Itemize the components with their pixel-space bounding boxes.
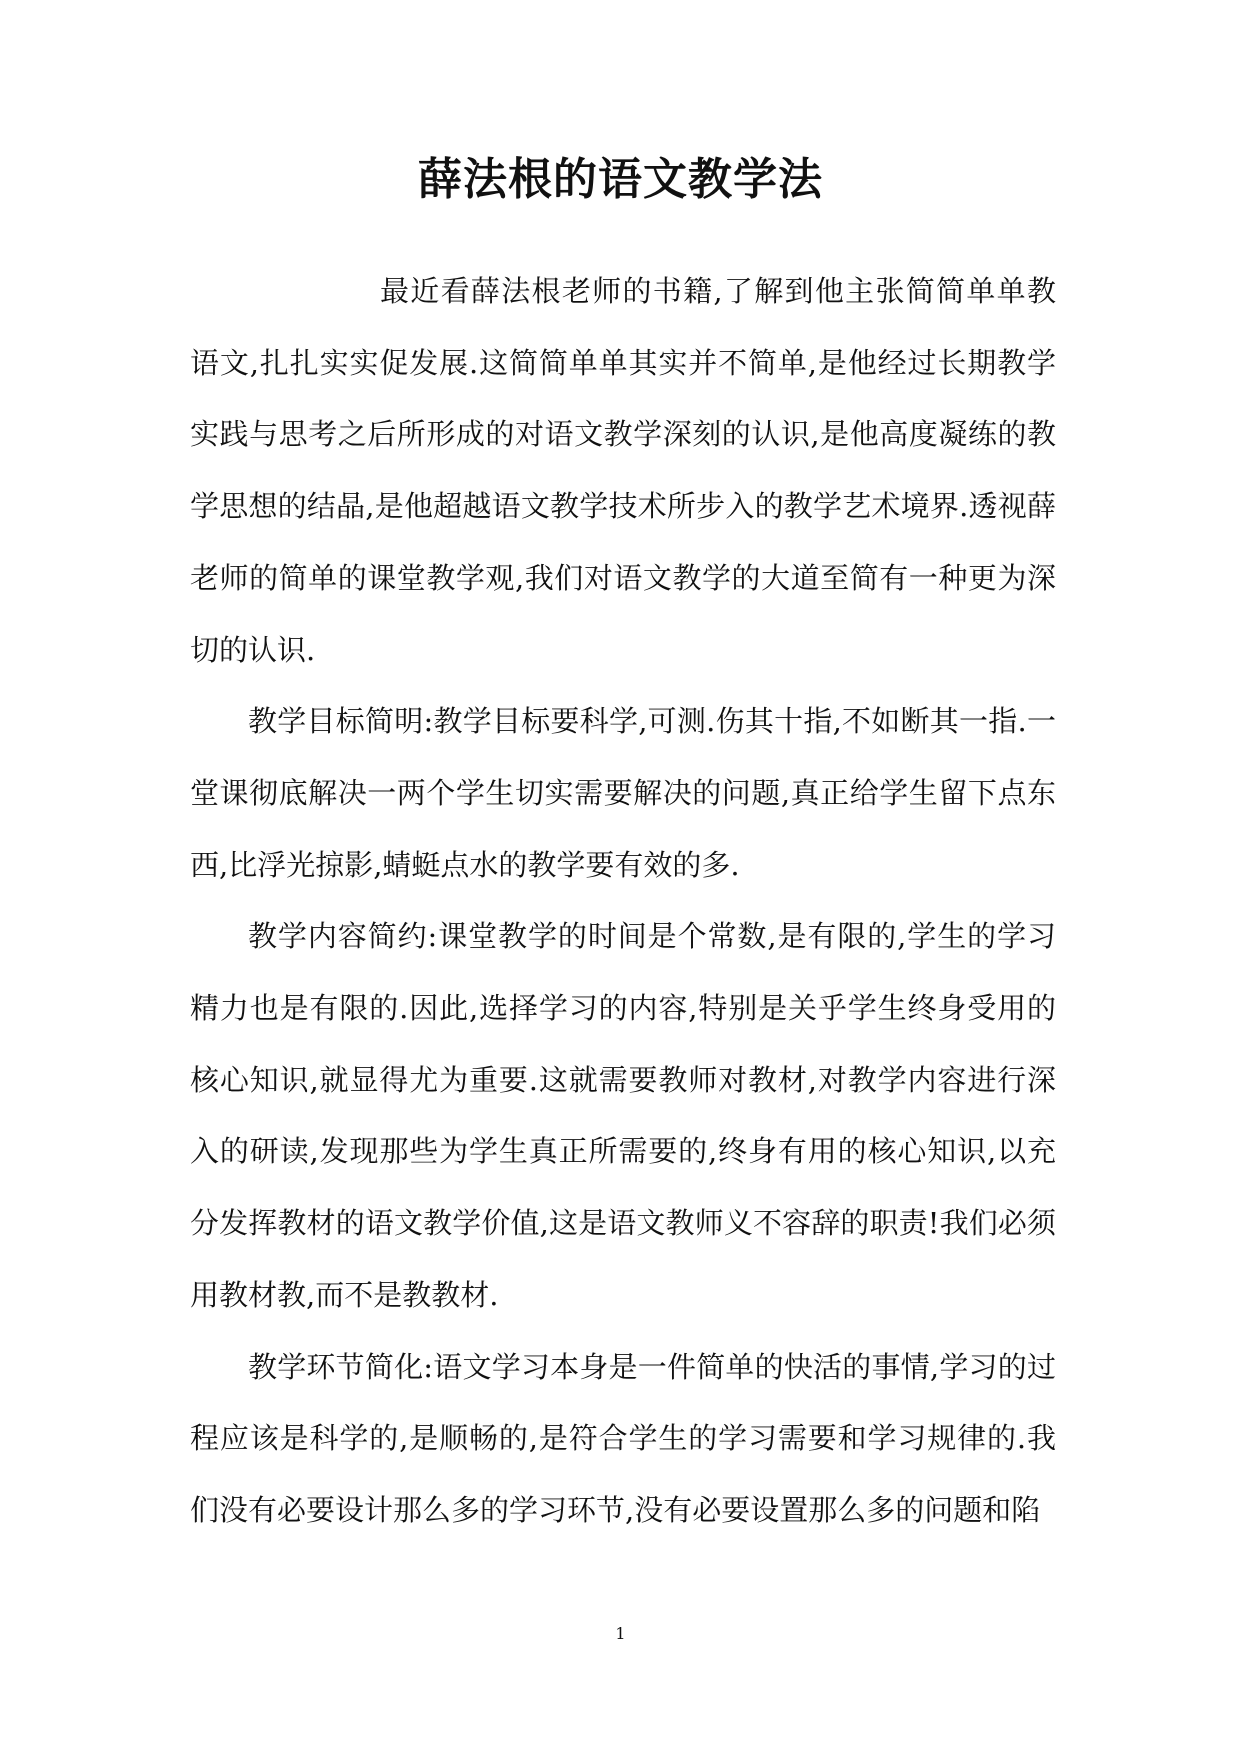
paragraph-teaching-goals: 教学目标简明:教学目标要科学,可测.伤其十指,不如断其一指.一堂课彻底解决一两个学生切实需要解决的问题,真正给学生留下点东西,比浮光掠影,蜻蜓点水的教学要有效的多.	[190, 704, 1056, 882]
document-title: 薛法根的语文教学法	[418, 154, 823, 205]
paragraph-intro: 最近看薛法根老师的书籍,了解到他主张简简单单教语文,扎扎实实促发展.这简简单单其实并不简单,是他经过长期教学实践与思考之后所形成的对语文教学深刻的认识,是他高度凝练的教学思想的结晶,是他超越语文教学技术所步入的教学艺术境界.透视薛老师的简单的课堂教学观,我们对语文教学的大道至简有一种更为深切的认识.	[190, 274, 1056, 667]
document-body	[190, 256, 1056, 1547]
paragraph-teaching-content: 教学内容简约:课堂教学的时间是个常数,是有限的,学生的学习精力也是有限的.因此,选择学习的内容,特别是关乎学生终身受用的核心知识,就显得尤为重要.这就需要教师对教材,对教学内容进行深入的研读,发现那些为学生真正所需要的,终身有用的核心知识,以充分发挥教材的语文教学价值,这是语文教师义不容辞的职责!我们必须用教材教,而不是教教材.	[190, 919, 1056, 1312]
page-number: 1	[615, 1624, 626, 1643]
paragraph-teaching-steps: 教学环节简化:语文学习本身是一件简单的快活的事情,学习的过程应该是科学的,是顺畅的,是符合学生的学习需要和学习规律的.我们没有必要设计那么多的学习环节,没有必要设置那么多的问题和陷	[190, 1349, 1056, 1527]
